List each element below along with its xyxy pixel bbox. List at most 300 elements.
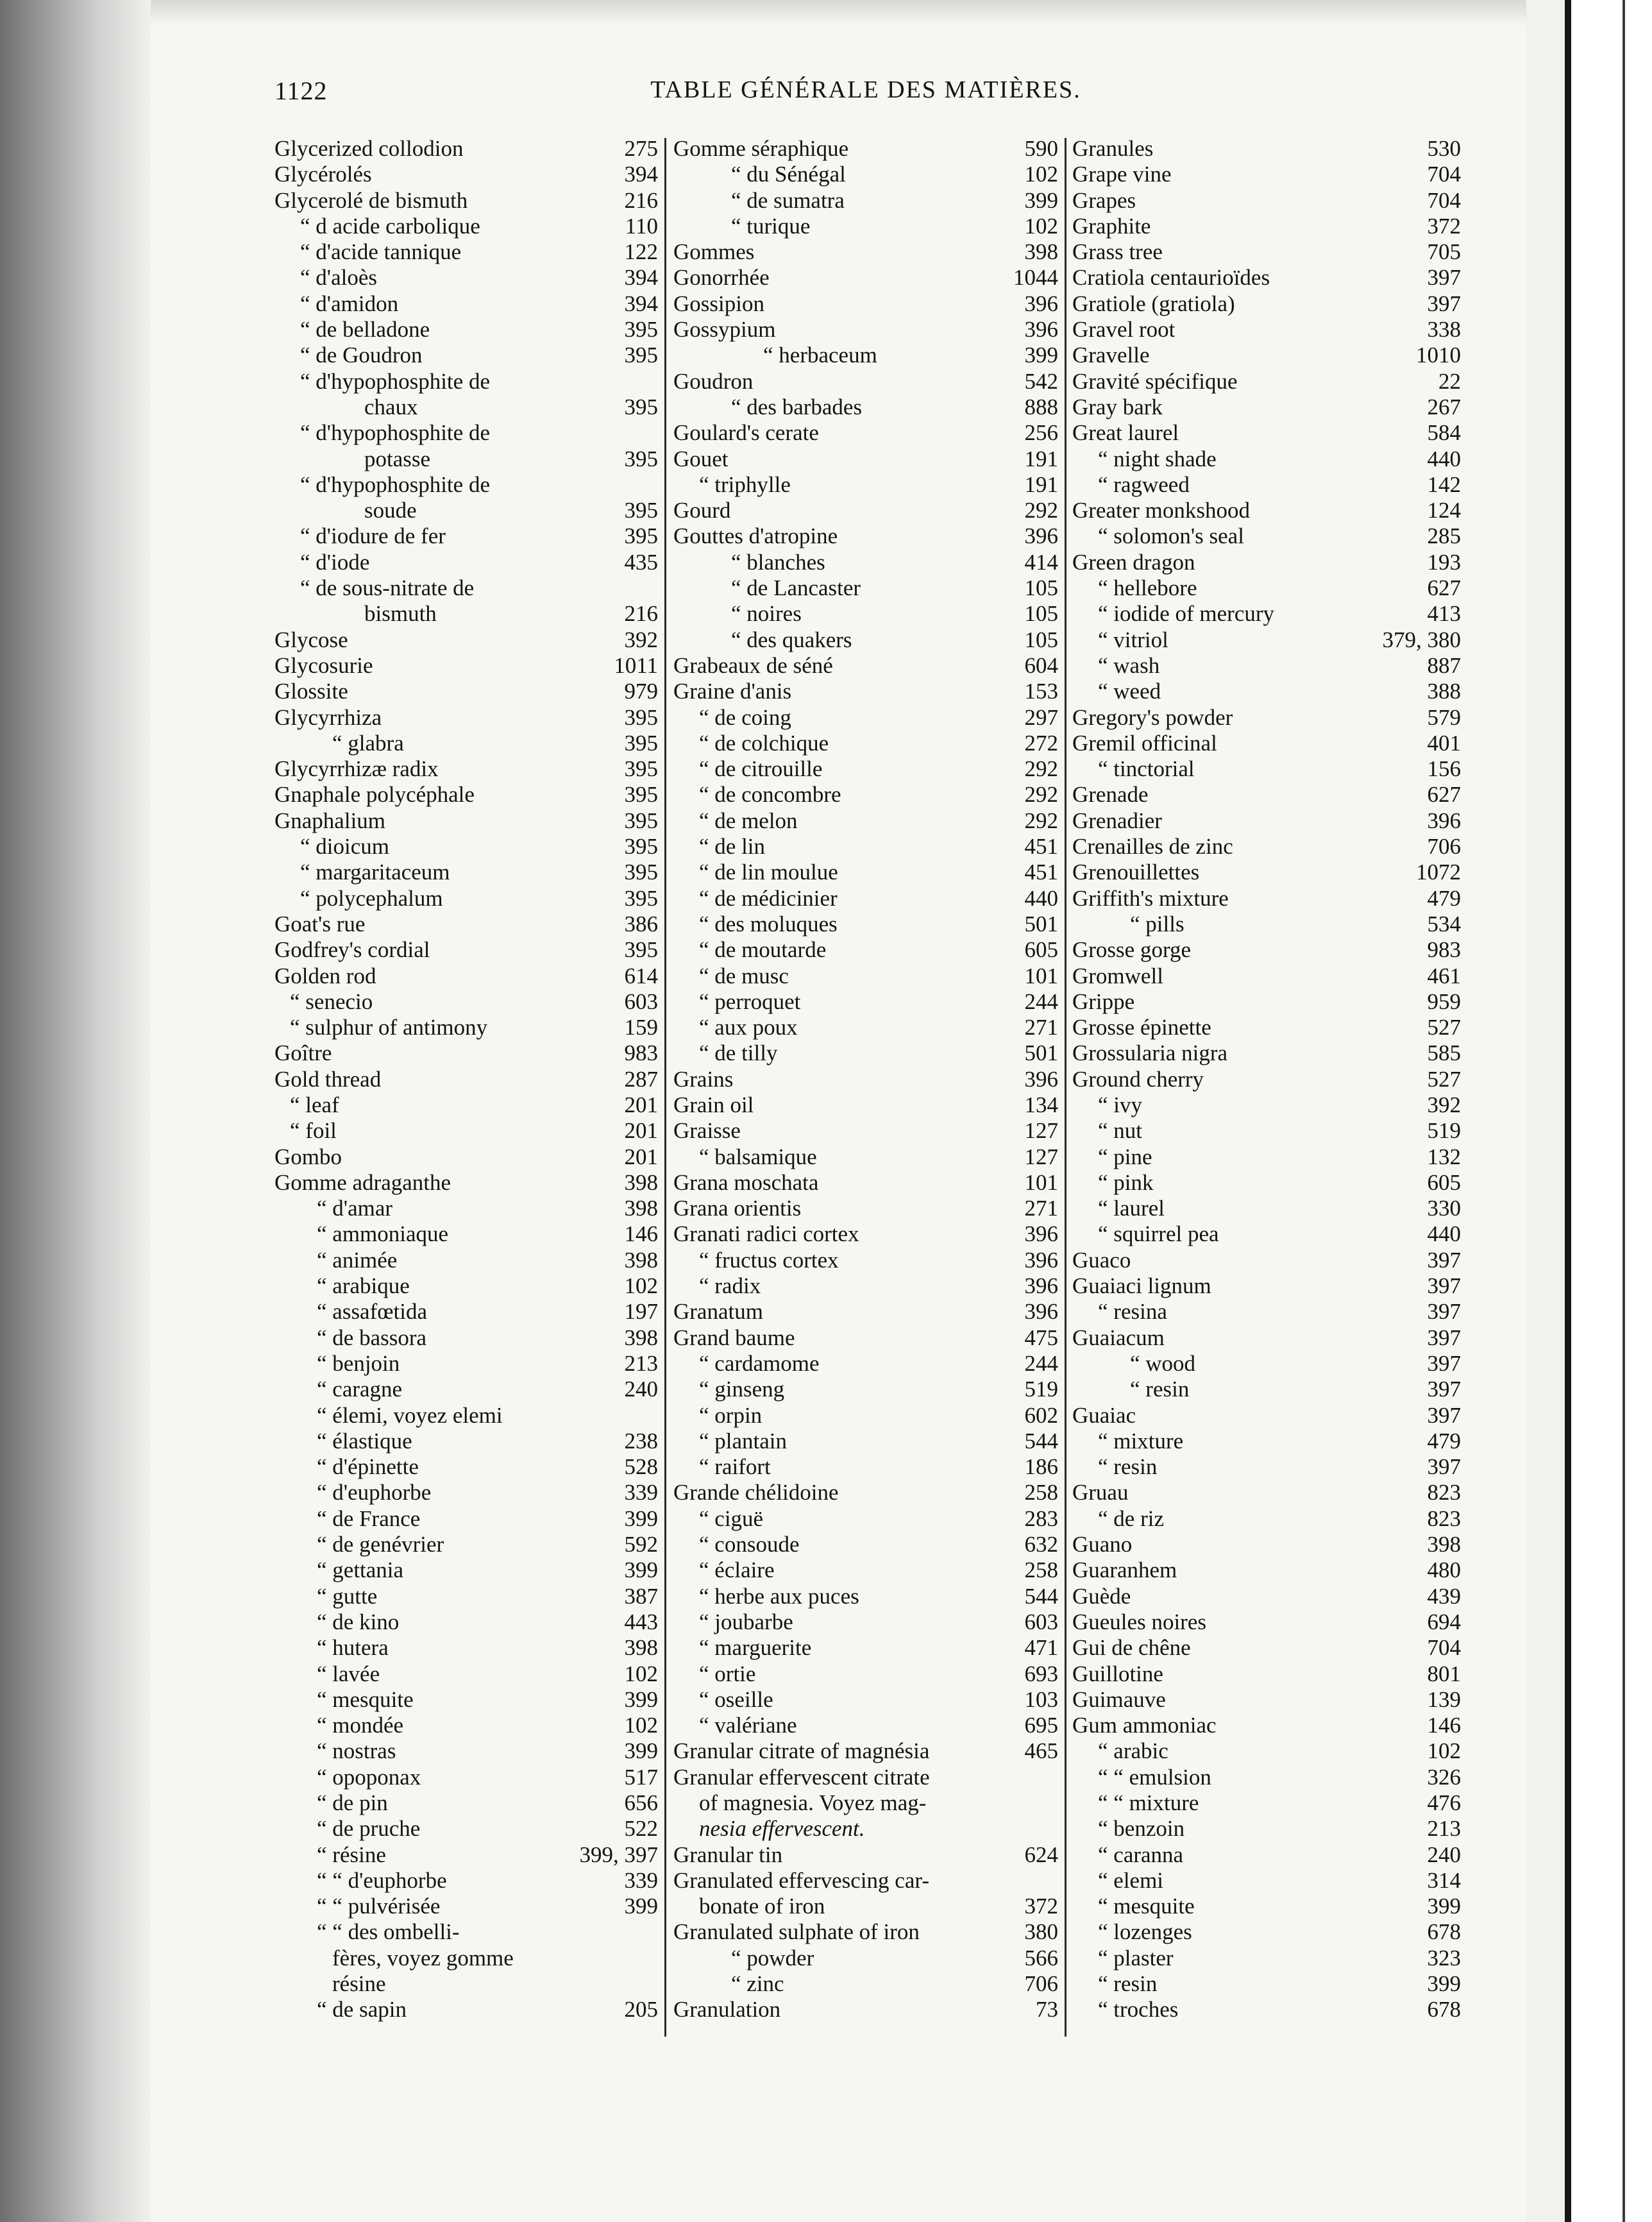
entry-term: “ élastique bbox=[317, 1428, 412, 1454]
entry-term: “ herbaceum bbox=[763, 343, 877, 368]
entry-term: “ laurel bbox=[1098, 1196, 1165, 1221]
entry-page-number: 544 bbox=[1024, 1583, 1058, 1609]
entry-page-number: 103 bbox=[1024, 1686, 1058, 1712]
index-entry bbox=[673, 963, 1058, 989]
index-entry bbox=[274, 1067, 658, 1092]
index-entry bbox=[673, 705, 1058, 731]
entry-page-number: 823 bbox=[1427, 1480, 1461, 1505]
index-entry bbox=[1072, 523, 1461, 549]
entry-term: “ nut bbox=[1098, 1118, 1143, 1144]
index-entry bbox=[673, 265, 1058, 291]
entry-page-number: 146 bbox=[624, 1221, 658, 1247]
entry-term: “ perroquet bbox=[699, 988, 801, 1014]
entry-page-number: 124 bbox=[1427, 498, 1461, 523]
entry-term: Granulation bbox=[673, 1997, 781, 2023]
entry-term: “ résine bbox=[317, 1842, 386, 1867]
right-margin bbox=[1526, 0, 1565, 2222]
entry-term: “ benjoin bbox=[317, 1350, 400, 1376]
index-entry bbox=[1072, 1635, 1461, 1661]
entry-page-number: 287 bbox=[624, 1066, 658, 1092]
entry-page-number: 397 bbox=[1427, 265, 1461, 291]
index-entry bbox=[673, 1894, 1058, 1919]
index-entry bbox=[673, 1790, 1058, 1816]
entry-page-number: 256 bbox=[1024, 420, 1058, 446]
entry-page-number: 395 bbox=[624, 834, 658, 860]
entry-page-number: 398 bbox=[1427, 1532, 1461, 1557]
running-title: TABLE GÉNÉRALE DES MATIÈRES. bbox=[650, 76, 1081, 103]
entry-term: “ arabic bbox=[1098, 1738, 1168, 1764]
entry-page-number: 983 bbox=[624, 1040, 658, 1066]
entry-page-number: 592 bbox=[624, 1532, 658, 1557]
index-entry bbox=[274, 1532, 658, 1557]
index-entry bbox=[1072, 1429, 1461, 1454]
entry-page-number: 678 bbox=[1427, 1919, 1461, 1945]
index-entry bbox=[1072, 1738, 1461, 1764]
entry-term: “ de genévrier bbox=[317, 1532, 444, 1557]
index-entry bbox=[274, 886, 658, 912]
entry-page-number: 887 bbox=[1427, 652, 1461, 678]
index-entry bbox=[274, 1713, 658, 1738]
entry-term: “ de belladone bbox=[300, 317, 430, 343]
entry-term: Gonorrhée bbox=[673, 265, 770, 291]
entry-term: “ d'aloès bbox=[300, 265, 378, 291]
entry-page-number: 292 bbox=[1024, 782, 1058, 808]
index-entry bbox=[274, 808, 658, 834]
entry-term: Grosse épinette bbox=[1072, 1015, 1211, 1040]
entry-page-number: 413 bbox=[1427, 601, 1461, 627]
entry-term: “ de médicinier bbox=[699, 885, 838, 911]
entry-page-number: 326 bbox=[1427, 1764, 1461, 1790]
index-entry bbox=[1072, 1868, 1461, 1894]
entry-page-number: 530 bbox=[1427, 136, 1461, 161]
entry-page-number: 401 bbox=[1427, 730, 1461, 756]
entry-page-number: 216 bbox=[624, 187, 658, 213]
index-entry bbox=[1072, 653, 1461, 679]
entry-term: bismuth bbox=[364, 601, 437, 627]
index-entry bbox=[673, 1557, 1058, 1583]
entry-page-number: 544 bbox=[1024, 1428, 1058, 1454]
index-entry bbox=[673, 1221, 1058, 1247]
entry-page-number: 603 bbox=[624, 988, 658, 1014]
index-entry bbox=[274, 343, 658, 368]
entry-term: “ animée bbox=[317, 1247, 398, 1273]
entry-page-number: 414 bbox=[1024, 549, 1058, 575]
index-entry bbox=[1072, 731, 1461, 756]
index-entry bbox=[1072, 860, 1461, 885]
entry-term: Crenailles de zinc bbox=[1072, 834, 1233, 860]
index-entry bbox=[673, 446, 1058, 472]
index-entry bbox=[673, 679, 1058, 704]
entry-page-number: 146 bbox=[1427, 1713, 1461, 1738]
index-entry bbox=[1072, 498, 1461, 523]
index-entry bbox=[274, 1403, 658, 1429]
entry-page-number: 656 bbox=[624, 1790, 658, 1815]
entry-term: “ de sumatra bbox=[731, 187, 845, 213]
index-entry bbox=[274, 1842, 658, 1868]
entry-term: “ caranna bbox=[1098, 1842, 1184, 1867]
entry-page-number: 272 bbox=[1024, 730, 1058, 756]
index-entry bbox=[1072, 1325, 1461, 1351]
entry-term: “ consoude bbox=[699, 1532, 800, 1557]
index-entry bbox=[1072, 1273, 1461, 1299]
index-entry bbox=[1072, 756, 1461, 782]
entry-term: Granular tin bbox=[673, 1842, 783, 1867]
entry-page-number: 475 bbox=[1024, 1325, 1058, 1350]
entry-page-number: 801 bbox=[1427, 1661, 1461, 1686]
entry-page-number: 213 bbox=[1427, 1816, 1461, 1842]
entry-page-number: 396 bbox=[1024, 523, 1058, 549]
index-entry bbox=[1072, 575, 1461, 601]
index-entry bbox=[274, 1118, 658, 1144]
entry-page-number: 627 bbox=[1427, 575, 1461, 601]
entry-term: “ leaf bbox=[290, 1092, 339, 1117]
entry-page-number: 396 bbox=[1024, 1066, 1058, 1092]
index-entry bbox=[274, 1997, 658, 2023]
entry-term: Guaiaci lignum bbox=[1072, 1273, 1211, 1299]
column-rule bbox=[664, 138, 666, 2037]
index-entry bbox=[673, 214, 1058, 239]
entry-term: “ solomon's seal bbox=[1098, 523, 1244, 549]
entry-page-number: 440 bbox=[1427, 1221, 1461, 1247]
index-entry bbox=[274, 136, 658, 162]
entry-term: “ de bassora bbox=[317, 1325, 427, 1350]
entry-term: “ herbe aux puces bbox=[699, 1583, 859, 1609]
index-entry bbox=[673, 627, 1058, 653]
entry-page-number: 297 bbox=[1024, 704, 1058, 730]
entry-page-number: 105 bbox=[1024, 575, 1058, 601]
entry-page-number: 479 bbox=[1427, 885, 1461, 911]
entry-term: “ orpin bbox=[699, 1402, 763, 1428]
entry-page-number: 603 bbox=[1024, 1609, 1058, 1634]
entry-term: “ des barbades bbox=[731, 394, 863, 420]
index-entry bbox=[274, 214, 658, 239]
entry-page-number: 193 bbox=[1427, 549, 1461, 575]
index-entry bbox=[673, 1946, 1058, 1971]
entry-page-number: 314 bbox=[1427, 1867, 1461, 1893]
index-entry bbox=[274, 1868, 658, 1894]
entry-page-number: 238 bbox=[624, 1428, 658, 1454]
entry-page-number: 590 bbox=[1024, 136, 1058, 161]
index-entry bbox=[1072, 1997, 1461, 2023]
next-page-edge-line bbox=[1622, 0, 1625, 2222]
entry-page-number: 397 bbox=[1427, 291, 1461, 316]
entry-term: “ d'hypophosphite de bbox=[300, 368, 490, 394]
index-entry bbox=[673, 1816, 1058, 1842]
index-entry bbox=[274, 1015, 658, 1040]
entry-term: Glycose bbox=[274, 627, 348, 652]
entry-term: Great laurel bbox=[1072, 420, 1179, 446]
index-entry bbox=[274, 1092, 658, 1118]
index-entry bbox=[274, 523, 658, 549]
entry-term: “ plaster bbox=[1098, 1945, 1174, 1971]
index-entry bbox=[1072, 1196, 1461, 1221]
index-entry bbox=[673, 1713, 1058, 1738]
index-entry bbox=[274, 162, 658, 187]
column-rule bbox=[1065, 138, 1066, 2037]
entry-page-number: 339 bbox=[624, 1867, 658, 1893]
entry-page-number: 330 bbox=[1427, 1196, 1461, 1221]
entry-term: potasse bbox=[364, 446, 431, 471]
entry-term: Guaiacum bbox=[1072, 1325, 1165, 1350]
index-entry bbox=[673, 188, 1058, 214]
entry-term: nesia effervescent. bbox=[699, 1816, 865, 1842]
entry-page-number: 201 bbox=[624, 1144, 658, 1169]
index-entry bbox=[673, 756, 1058, 782]
entry-term: Glycosurie bbox=[274, 652, 373, 678]
entry-page-number: 694 bbox=[1427, 1609, 1461, 1634]
entry-term: “ resin bbox=[1098, 1454, 1158, 1480]
index-entry bbox=[274, 446, 658, 472]
entry-page-number: 339 bbox=[624, 1480, 658, 1505]
entry-page-number: 395 bbox=[624, 498, 658, 523]
index-entry bbox=[673, 472, 1058, 498]
entry-page-number: 451 bbox=[1024, 834, 1058, 860]
index-entry bbox=[673, 731, 1058, 756]
entry-term: “ benzoin bbox=[1098, 1816, 1185, 1842]
index-entry bbox=[1072, 1816, 1461, 1842]
index-entry bbox=[274, 420, 658, 446]
entry-term: Guaranhem bbox=[1072, 1557, 1177, 1583]
entry-page-number: 398 bbox=[624, 1169, 658, 1195]
entry-term: Grande chélidoine bbox=[673, 1480, 839, 1505]
index-entry bbox=[1072, 1221, 1461, 1247]
entry-page-number: 443 bbox=[624, 1609, 658, 1634]
entry-term: “ mesquite bbox=[317, 1686, 414, 1712]
index-entry bbox=[673, 1868, 1058, 1894]
index-entry bbox=[1072, 1946, 1461, 1971]
entry-page-number: 399 bbox=[1427, 1894, 1461, 1919]
entry-page-number: 399 bbox=[1024, 343, 1058, 368]
entry-page-number: 399 bbox=[624, 1894, 658, 1919]
entry-term: “ vitriol bbox=[1098, 627, 1168, 652]
entry-term: “ de concombre bbox=[699, 782, 841, 808]
entry-term: Glossite bbox=[274, 679, 348, 704]
entry-term: Ground cherry bbox=[1072, 1066, 1204, 1092]
entry-term: Grenouillettes bbox=[1072, 860, 1200, 885]
entry-term: Grains bbox=[673, 1066, 734, 1092]
entry-term: “ cardamome bbox=[699, 1350, 820, 1376]
index-entry bbox=[673, 1584, 1058, 1609]
index-entry bbox=[274, 1661, 658, 1687]
entry-term: Guaco bbox=[1072, 1247, 1131, 1273]
entry-page-number: 399 bbox=[1024, 187, 1058, 213]
entry-term: fères, voyez gomme bbox=[332, 1945, 514, 1971]
index-entry bbox=[1072, 1403, 1461, 1429]
entry-term: “ mondée bbox=[317, 1713, 404, 1738]
entry-term: “ marguerite bbox=[699, 1635, 812, 1661]
entry-page-number: 394 bbox=[624, 162, 658, 187]
index-entry bbox=[274, 239, 658, 265]
entry-page-number: 823 bbox=[1427, 1505, 1461, 1531]
entry-page-number: 479 bbox=[1427, 1428, 1461, 1454]
index-entry bbox=[1072, 1170, 1461, 1196]
index-entry bbox=[673, 369, 1058, 394]
index-entry bbox=[274, 963, 658, 989]
index-entry bbox=[1072, 912, 1461, 937]
index-entry bbox=[274, 1170, 658, 1196]
entry-term: “ triphylle bbox=[699, 471, 791, 497]
index-entry bbox=[274, 1971, 658, 1997]
entry-term: Guaiac bbox=[1072, 1402, 1136, 1428]
entry-page-number: 258 bbox=[1024, 1557, 1058, 1583]
index-entry bbox=[1072, 705, 1461, 731]
entry-term: Grand baume bbox=[673, 1325, 795, 1350]
entry-page-number: 501 bbox=[1024, 911, 1058, 937]
entry-page-number: 244 bbox=[1024, 988, 1058, 1014]
entry-page-number: 705 bbox=[1427, 239, 1461, 265]
entry-page-number: 704 bbox=[1427, 1635, 1461, 1661]
index-entry bbox=[673, 1092, 1058, 1118]
index-entry bbox=[274, 937, 658, 963]
index-entry bbox=[673, 1403, 1058, 1429]
index-entry bbox=[274, 1377, 658, 1402]
index-entry bbox=[274, 1919, 658, 1945]
index-entry bbox=[1072, 1609, 1461, 1635]
entry-page-number: 605 bbox=[1024, 937, 1058, 963]
index-entry bbox=[673, 989, 1058, 1015]
entry-term: “ nostras bbox=[317, 1738, 396, 1764]
entry-page-number: 338 bbox=[1427, 317, 1461, 343]
entry-term: chaux bbox=[364, 394, 418, 420]
entry-page-number: 396 bbox=[1427, 808, 1461, 833]
entry-term: “ night shade bbox=[1098, 446, 1217, 471]
index-entry bbox=[673, 317, 1058, 343]
index-entry bbox=[1072, 1790, 1461, 1816]
entry-page-number: 605 bbox=[1427, 1169, 1461, 1195]
entry-term: Gossypium bbox=[673, 317, 776, 343]
entry-term: Gravelle bbox=[1072, 343, 1150, 368]
entry-page-number: 959 bbox=[1427, 988, 1461, 1014]
index-entry bbox=[1072, 1557, 1461, 1583]
entry-term: Gromwell bbox=[1072, 963, 1163, 988]
entry-page-number: 386 bbox=[624, 911, 658, 937]
entry-page-number: 979 bbox=[624, 679, 658, 704]
entry-term: Gruau bbox=[1072, 1480, 1129, 1505]
entry-page-number: 522 bbox=[624, 1816, 658, 1842]
entry-term: Godfrey's cordial bbox=[274, 937, 430, 963]
entry-page-number: 399 bbox=[624, 1505, 658, 1531]
entry-term: of magnesia. Voyez mag- bbox=[699, 1790, 927, 1815]
index-entry bbox=[673, 1454, 1058, 1480]
index-entry bbox=[673, 1480, 1058, 1505]
entry-term: Gravité spécifique bbox=[1072, 368, 1238, 394]
entry-term: Gomme adraganthe bbox=[274, 1169, 451, 1195]
index-entry bbox=[1072, 291, 1461, 317]
entry-term: “ powder bbox=[731, 1945, 814, 1971]
index-entry bbox=[1072, 1842, 1461, 1868]
entry-page-number: 983 bbox=[1427, 937, 1461, 963]
entry-page-number: 585 bbox=[1427, 1040, 1461, 1066]
index-entry bbox=[673, 1325, 1058, 1351]
index-entry bbox=[1072, 1144, 1461, 1170]
entry-term: Cratiola centaurioïdes bbox=[1072, 265, 1270, 291]
entry-page-number: 395 bbox=[624, 808, 658, 833]
entry-page-number: 142 bbox=[1427, 471, 1461, 497]
entry-page-number: 527 bbox=[1427, 1066, 1461, 1092]
index-entry bbox=[1072, 1661, 1461, 1687]
index-entry bbox=[274, 1144, 658, 1170]
entry-term: Goudron bbox=[673, 368, 754, 394]
entry-page-number: 396 bbox=[1024, 1247, 1058, 1273]
index-entry bbox=[1072, 214, 1461, 239]
entry-term: “ ginseng bbox=[699, 1377, 785, 1402]
entry-page-number: 397 bbox=[1427, 1273, 1461, 1299]
entry-term: Guillotine bbox=[1072, 1661, 1163, 1686]
binding-shadow bbox=[0, 0, 151, 2222]
index-entry bbox=[1072, 782, 1461, 808]
entry-page-number: 440 bbox=[1024, 885, 1058, 911]
entry-term: Glycyrrhizæ radix bbox=[274, 756, 439, 782]
entry-page-number: 240 bbox=[1427, 1842, 1461, 1867]
entry-term: Granular citrate of magnésia bbox=[673, 1738, 930, 1764]
entry-page-number: 396 bbox=[1024, 291, 1058, 316]
entry-page-number: 396 bbox=[1024, 1299, 1058, 1325]
index-entry bbox=[1072, 808, 1461, 834]
entry-term: Gold thread bbox=[274, 1066, 382, 1092]
entry-page-number: 395 bbox=[624, 394, 658, 420]
entry-term: “ joubarbe bbox=[699, 1609, 793, 1634]
index-entry bbox=[1072, 1092, 1461, 1118]
entry-page-number: 102 bbox=[624, 1273, 658, 1299]
entry-term: Gnaphalium bbox=[274, 808, 386, 833]
index-entry bbox=[1072, 834, 1461, 860]
entry-page-number: 678 bbox=[1427, 1997, 1461, 2023]
entry-page-number: 399 bbox=[624, 1738, 658, 1764]
index-entry bbox=[673, 1738, 1058, 1764]
entry-page-number: 22 bbox=[1438, 368, 1461, 394]
entry-term: “ tinctorial bbox=[1098, 756, 1195, 782]
entry-term: “ des quakers bbox=[731, 627, 852, 652]
entry-page-number: 132 bbox=[1427, 1144, 1461, 1169]
entry-page-number: 379, 380 bbox=[1382, 627, 1461, 652]
entry-term: “ aux poux bbox=[699, 1015, 798, 1040]
entry-term: Grippe bbox=[1072, 988, 1135, 1014]
entry-term: “ iodide of mercury bbox=[1098, 601, 1275, 627]
entry-term: Glycerized collodion bbox=[274, 136, 464, 161]
entry-term: “ gutte bbox=[317, 1583, 378, 1609]
entry-term: Grain oil bbox=[673, 1092, 754, 1117]
entry-page-number: 440 bbox=[1427, 446, 1461, 471]
entry-term: “ lozenges bbox=[1098, 1919, 1192, 1945]
entry-page-number: 292 bbox=[1024, 756, 1058, 782]
index-entry bbox=[1072, 369, 1461, 394]
entry-page-number: 387 bbox=[624, 1583, 658, 1609]
entry-term: Gravel root bbox=[1072, 317, 1176, 343]
index-entry bbox=[673, 162, 1058, 187]
entry-term: Granulated sulphate of iron bbox=[673, 1919, 920, 1945]
entry-page-number: 604 bbox=[1024, 652, 1058, 678]
index-entry bbox=[274, 1816, 658, 1842]
index-entry bbox=[1072, 1506, 1461, 1532]
entry-page-number: 693 bbox=[1024, 1661, 1058, 1686]
entry-term: “ margaritaceum bbox=[300, 860, 450, 885]
index-entry bbox=[274, 575, 658, 601]
entry-page-number: 527 bbox=[1427, 1015, 1461, 1040]
index-entry bbox=[673, 1170, 1058, 1196]
entry-term: “ d'acide tannique bbox=[300, 239, 462, 265]
entry-page-number: 392 bbox=[1427, 1092, 1461, 1117]
index-entry bbox=[673, 1635, 1058, 1661]
index-entry bbox=[274, 1635, 658, 1661]
entry-term: Grana orientis bbox=[673, 1196, 802, 1221]
entry-term: Graisse bbox=[673, 1118, 741, 1144]
entry-term: “ hellebore bbox=[1098, 575, 1197, 601]
index-entry bbox=[673, 1765, 1058, 1790]
entry-term: “ de France bbox=[317, 1505, 421, 1531]
entry-page-number: 191 bbox=[1024, 471, 1058, 497]
entry-term: Granules bbox=[1072, 136, 1154, 161]
entry-page-number: 704 bbox=[1427, 162, 1461, 187]
